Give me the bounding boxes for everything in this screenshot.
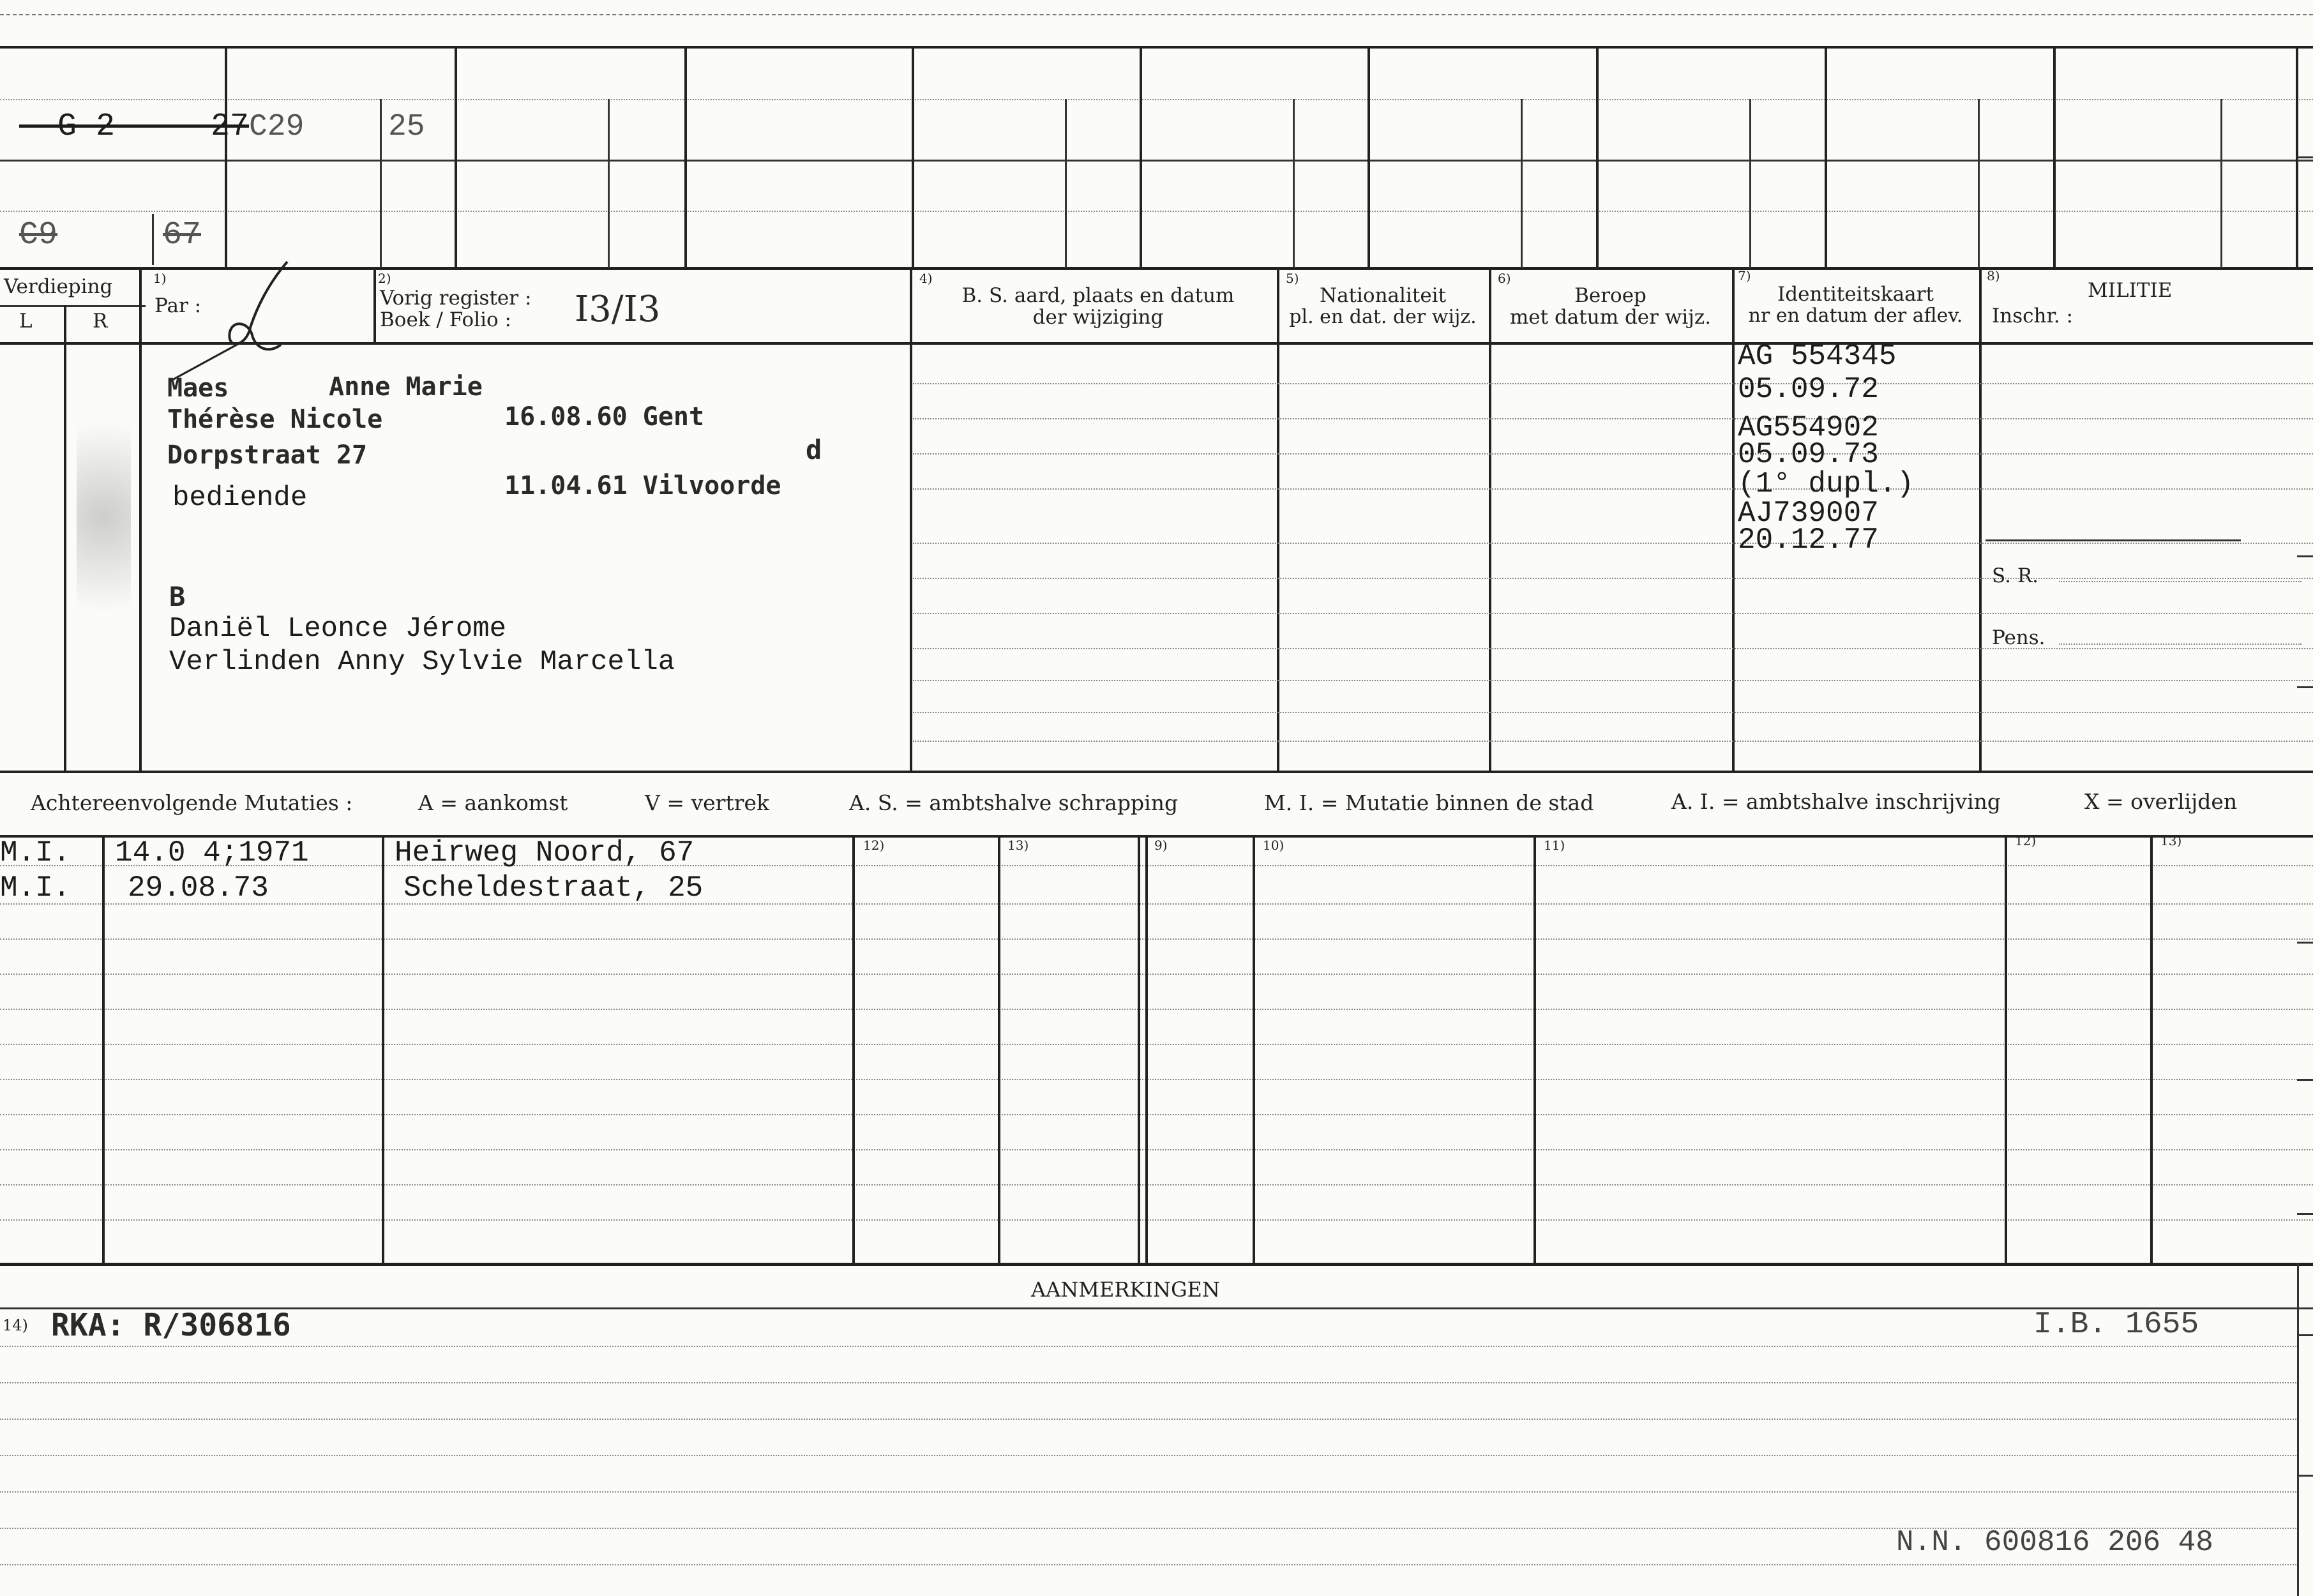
legend-a: A = aankomst xyxy=(418,790,568,815)
top-divider xyxy=(1293,99,1295,268)
nn-number: N.N. 600816 206 48 xyxy=(1896,1526,2213,1559)
ib-number: I.B. 1655 xyxy=(2033,1307,2199,1342)
top-rule xyxy=(0,46,2313,49)
col-number: 12) xyxy=(863,838,885,853)
id-header-line2: nr en datum der aflev. xyxy=(1748,305,1963,327)
rka-number: RKA: R/306816 xyxy=(51,1307,291,1343)
code-67: 67 xyxy=(163,217,202,253)
pens-label: Pens. xyxy=(1992,626,2046,649)
id-card-entry: (1° dupl.) xyxy=(1738,467,1915,501)
l-label: L xyxy=(19,310,33,333)
sr-line xyxy=(2059,581,2302,582)
top-dotted-rule xyxy=(0,99,2313,100)
mutation-divider xyxy=(2005,835,2007,1264)
register-value: I3/I3 xyxy=(575,289,661,330)
col-number: 11) xyxy=(1544,838,1565,853)
col-number: 1) xyxy=(153,271,167,286)
militie-header: MILITIE xyxy=(2088,279,2173,302)
verdieping-label: Verdieping xyxy=(4,275,113,298)
top-divider xyxy=(225,46,227,268)
mutation-divider xyxy=(382,835,384,1264)
bs-header-line2: der wijziging xyxy=(1032,306,1164,329)
col-number: 8) xyxy=(1987,268,2000,283)
main-divider xyxy=(139,267,142,771)
mutation-bottom-rule xyxy=(0,1263,2313,1266)
inschr-label: Inschr. : xyxy=(1992,305,2074,327)
mother-name: Verlinden Anny Sylvie Marcella xyxy=(169,646,675,678)
top-divider xyxy=(1065,99,1067,268)
code-separator xyxy=(152,214,154,265)
top-divider xyxy=(455,46,457,268)
handwritten-mark xyxy=(160,259,313,393)
scan-noise xyxy=(77,383,131,651)
main-divider xyxy=(1732,267,1735,771)
id-card-entry: AG554902 xyxy=(1738,411,1879,444)
col-number: 13) xyxy=(1007,838,1029,853)
nat-header-line2: pl. en dat. der wijz. xyxy=(1289,306,1477,328)
col-number: 14) xyxy=(3,1316,28,1334)
mutation-divider xyxy=(998,835,1000,1264)
mutation-type: M.I. xyxy=(0,871,71,905)
verdieping-rule xyxy=(0,305,146,307)
sr-label: S. R. xyxy=(1992,564,2039,587)
id-header: Identiteitskaart xyxy=(1777,283,1934,306)
vorig-register-label: Vorig register : xyxy=(380,287,532,310)
legend-x: X = overlijden xyxy=(2084,789,2238,814)
top-rule-2 xyxy=(0,160,2313,162)
code-c9: C9 xyxy=(19,217,58,253)
r-label: R xyxy=(93,310,108,333)
id-card-list xyxy=(1738,340,1914,557)
mutation-divider xyxy=(1145,835,1148,1264)
legend-v: V = vertrek xyxy=(645,790,769,815)
status-mark: d xyxy=(806,434,822,465)
main-divider xyxy=(1489,267,1491,771)
mutation-address: Heirweg Noord, 67 xyxy=(395,836,695,870)
given-name-2: Thérèse Nicole xyxy=(167,405,383,434)
top-divider xyxy=(1749,99,1751,268)
top-divider xyxy=(1367,46,1370,268)
father-name: Daniël Leonce Jérome xyxy=(169,613,507,645)
top-divider xyxy=(1978,99,1980,268)
col-number: 6) xyxy=(1498,271,1511,286)
top-divider xyxy=(2053,46,2056,268)
col-number: 10) xyxy=(1263,838,1285,853)
mutation-address: Scheldestraat, 25 xyxy=(403,871,704,905)
legend-ai: A. I. = ambtshalve inschrijving xyxy=(1671,789,2001,814)
mutation-date: 29.08.73 xyxy=(128,871,269,905)
legend-mi: M. I. = Mutatie binnen de stad xyxy=(1264,790,1594,815)
col-number: 2) xyxy=(378,271,391,286)
id-card-entry: AG 554345 xyxy=(1738,340,1897,373)
mutation-divider xyxy=(1253,835,1255,1264)
top-dotted-rule-2 xyxy=(0,211,2313,212)
col-number: 5) xyxy=(1286,271,1299,286)
legend-title: Achtereenvolgende Mutaties : xyxy=(31,790,353,815)
nat-header: Nationaliteit xyxy=(1319,284,1447,307)
mutation-date: 14.0 4;1971 xyxy=(115,836,309,870)
top-divider xyxy=(1825,46,1827,268)
boek-folio-label: Boek / Folio : xyxy=(380,308,511,331)
bs-header: B. S. aard, plaats en datum xyxy=(961,284,1235,307)
b-mark: B xyxy=(169,581,186,612)
address: Dorpstraat 27 xyxy=(167,440,368,470)
header-bottom-rule xyxy=(0,342,2313,345)
remarks-rule xyxy=(0,1307,2313,1309)
top-divider xyxy=(1521,99,1523,268)
top-divider xyxy=(912,46,914,268)
occupation: bediende xyxy=(172,482,308,514)
top-divider xyxy=(1596,46,1599,268)
top-strip-bottom-rule xyxy=(0,267,2313,270)
top-divider xyxy=(608,99,610,268)
id-card-entry: 05.09.73 xyxy=(1738,438,1879,471)
militie-rule xyxy=(1985,539,2241,541)
main-bottom-rule xyxy=(0,771,2313,773)
mutation-divider xyxy=(852,835,855,1264)
code-struck: - G 2 - - 27 xyxy=(19,109,250,145)
top-divider xyxy=(684,46,687,268)
top-edge-line xyxy=(0,14,2313,15)
code-separator xyxy=(380,107,382,152)
par-label: Par : xyxy=(154,294,202,317)
col-number: 7) xyxy=(1738,268,1751,283)
id-card-entry: 20.12.77 xyxy=(1738,523,1879,557)
beroep-header: Beroep xyxy=(1574,284,1646,307)
top-divider xyxy=(2220,99,2222,268)
top-divider xyxy=(1140,46,1142,268)
mutation-divider xyxy=(1138,835,1140,1264)
main-divider xyxy=(1277,267,1279,771)
col-number: 12) xyxy=(2015,833,2037,848)
pens-line xyxy=(2059,644,2302,645)
main-divider xyxy=(1979,267,1982,771)
code-25: 25 xyxy=(388,110,425,144)
remarks-title: AANMERKINGEN xyxy=(1031,1277,1220,1302)
mutation-divider xyxy=(1533,835,1536,1264)
mutation-type: M.I. xyxy=(0,836,71,870)
col-number: 13) xyxy=(2160,833,2182,848)
date-place-2: 11.04.61 Vilvoorde xyxy=(504,471,781,501)
birth-date-place: 16.08.60 Gent xyxy=(504,402,705,432)
given-name-1: Anne Marie xyxy=(329,372,483,402)
col-number: 4) xyxy=(919,271,933,286)
mutation-divider xyxy=(2150,835,2153,1264)
main-divider xyxy=(373,267,376,342)
beroep-header-line2: met datum der wijz. xyxy=(1509,306,1712,329)
lr-divider xyxy=(64,305,66,771)
id-card-entry: AJ739007 xyxy=(1738,497,1879,530)
code-c29: C29 xyxy=(249,110,305,144)
legend-as: A. S. = ambtshalve schrapping xyxy=(849,790,1179,815)
main-divider xyxy=(910,267,912,771)
col-number: 9) xyxy=(1154,838,1168,853)
surname: Maes xyxy=(167,373,229,403)
mutation-divider xyxy=(102,835,105,1264)
id-card-entry: 05.09.72 xyxy=(1738,373,1879,406)
